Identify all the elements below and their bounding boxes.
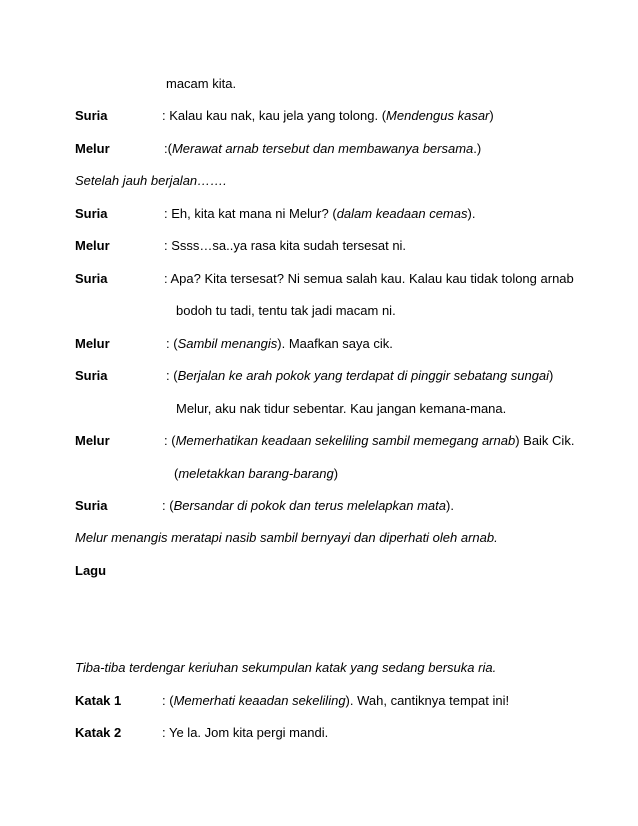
dialogue-text: : (Memerhati keaadan sekeliling). Wah, cantiknya tempat ini!	[162, 693, 510, 708]
dialogue-text: macam kita.	[166, 76, 237, 91]
stage-direction: Merawat arnab tersebut dan membawanya bersama	[171, 141, 474, 156]
song-heading: Lagu	[75, 563, 107, 578]
dialogue-text: : Eh, kita kat mana ni Melur? (dalam keadaan cemas).	[164, 206, 476, 221]
narration: Melur menangis meratapi nasib sambil bernyayi dan diperhati oleh arnab.	[75, 530, 498, 545]
dialogue-text: : (Memerhatikan keadaan sekeliling sambil memegang arnab) Baik Cik.	[164, 433, 575, 448]
dialogue-text: :(Merawat arnab tersebut dan membawanya bersama.)	[164, 141, 482, 156]
dialogue-text: : (Berjalan ke arah pokok yang terdapat di pinggir sebatang sungai)	[166, 368, 554, 383]
dialogue-continuation: bodoh tu tadi, tentu tak jadi macam ni.	[176, 303, 396, 318]
speaker-name: Suria	[75, 498, 108, 513]
dialogue-text: : (Sambil menangis). Maafkan saya cik.	[166, 336, 393, 351]
dialogue-continuation: (meletakkan barang-barang)	[174, 466, 339, 481]
speaker-name: Suria	[75, 271, 108, 286]
speaker-name: Katak 2	[75, 725, 122, 740]
stage-direction: Memerhatikan keadaan sekeliling sambil memegang arnab	[175, 433, 516, 448]
stage-direction: dalam keadaan cemas	[336, 206, 468, 221]
dialogue-text: : Apa? Kita tersesat? Ni semua salah kau. Kalau kau tidak tolong arnab	[164, 271, 574, 286]
speaker-name: Melur	[75, 336, 110, 351]
speaker-name: Melur	[75, 141, 110, 156]
stage-direction: Berjalan ke arah pokok yang terdapat di pinggir sebatang sungai	[177, 368, 550, 383]
dialogue-text: : (Bersandar di pokok dan terus melelapkan mata).	[162, 498, 454, 513]
stage-direction: Memerhati keaadan sekeliling	[173, 693, 346, 708]
dialogue-text: : Ssss…sa..ya rasa kita sudah tersesat ni.	[164, 238, 407, 253]
speaker-name: Melur	[75, 238, 110, 253]
stage-direction: meletakkan barang-barang	[178, 466, 334, 481]
narration: Setelah jauh berjalan…….	[75, 173, 227, 188]
stage-direction: Bersandar di pokok dan terus melelapkan mata	[173, 498, 446, 513]
speaker-name: Melur	[75, 433, 110, 448]
speaker-name: Suria	[75, 368, 108, 383]
dialogue-continuation	[166, 76, 236, 92]
speaker-name: Katak 1	[75, 693, 122, 708]
dialogue-text: : Kalau kau nak, kau jela yang tolong. (Mendengus kasar)	[162, 108, 494, 123]
speaker-name: Suria	[75, 108, 108, 123]
stage-direction: Mendengus kasar	[386, 108, 490, 123]
stage-direction: Sambil menangis	[177, 336, 278, 351]
dialogue-text: : Ye la. Jom kita pergi mandi.	[162, 725, 329, 740]
speaker-name: Suria	[75, 206, 108, 221]
narration: Tiba-tiba terdengar keriuhan sekumpulan katak yang sedang bersuka ria.	[75, 660, 497, 675]
dialogue-continuation: Melur, aku nak tidur sebentar. Kau jangan kemana-mana.	[176, 401, 507, 416]
